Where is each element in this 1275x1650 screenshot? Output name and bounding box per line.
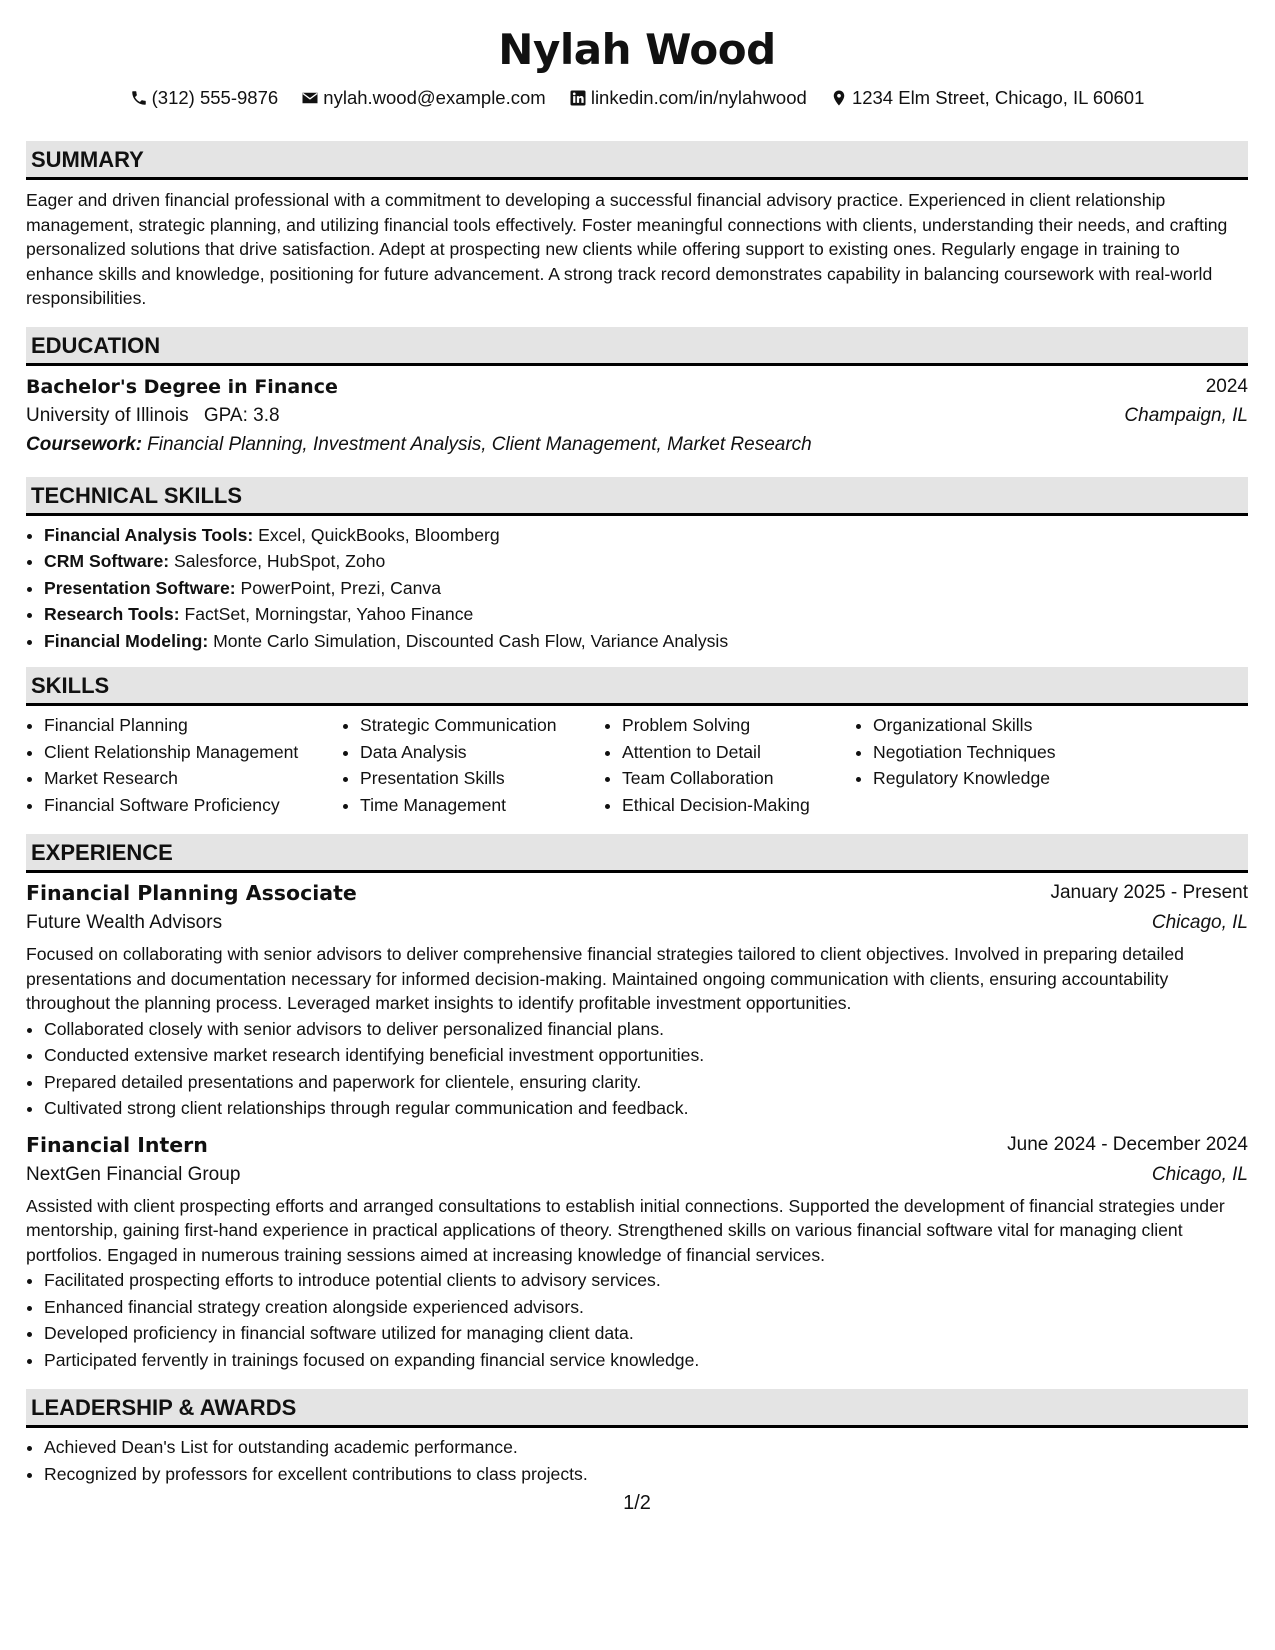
list-item: • Financial Analysis Tools: Excel, QuickBooks, Bloomberg: [44, 522, 1248, 549]
list-item: • Cultivated strong client relationships through regular communication and feedback.: [44, 1095, 1248, 1122]
leadership-list: [26, 1434, 1248, 1487]
technical-skills-section: [26, 477, 1248, 655]
envelope-icon: [301, 89, 319, 107]
section-heading: TECHNICAL SKILLS: [26, 477, 1248, 516]
list-item: • Organizational Skills: [873, 712, 1133, 739]
list-item: • Time Management: [360, 792, 604, 819]
list-item: • Market Research: [44, 765, 342, 792]
linkedin-icon: [569, 89, 587, 107]
list-item: • Regulatory Knowledge: [873, 765, 1133, 792]
school-location: Champaign, IL: [1124, 404, 1248, 426]
list-item: • Participated fervently in trainings focused on expanding financial service knowledge.: [44, 1347, 1248, 1374]
job-entry: [26, 1132, 1248, 1374]
list-item: • Presentation Software: PowerPoint, Prezi, Canva: [44, 575, 1248, 602]
section-heading: SKILLS: [26, 667, 1248, 706]
skills-column: [26, 712, 342, 818]
section-heading: EDUCATION: [26, 327, 1248, 366]
coursework-label: Coursework:: [26, 433, 143, 455]
map-pin-icon: [830, 89, 848, 107]
coursework-row: [26, 432, 1248, 458]
phone-icon: [130, 89, 148, 107]
contact-linkedin[interactable]: [569, 86, 807, 110]
list-item: • Client Relationship Management: [44, 739, 342, 766]
company-name: NextGen Financial Group: [26, 1163, 241, 1185]
job-dates: January 2025 - Present: [1050, 882, 1248, 903]
list-item: • Negotiation Techniques: [873, 739, 1133, 766]
page-number: 1/2: [623, 1492, 651, 1514]
list-item: • Financial Software Proficiency: [44, 792, 342, 819]
section-heading: SUMMARY: [26, 141, 1248, 180]
experience-section: [26, 834, 1248, 1373]
job-title: Financial Intern: [26, 1132, 208, 1157]
contact-phone: [130, 86, 279, 110]
section-heading: LEADERSHIP & AWARDS: [26, 1389, 1248, 1428]
skills-column: [342, 712, 604, 818]
job-header: [26, 1132, 1248, 1158]
skills-grid: [26, 712, 1248, 818]
list-item: • Financial Planning: [44, 712, 342, 739]
coursework-list: Financial Planning, Investment Analysis, Client Management, Market Research: [147, 433, 812, 455]
candidate-name: Nylah Wood: [498, 25, 776, 74]
list-item: • Enhanced financial strategy creation alongside experienced advisors.: [44, 1294, 1248, 1321]
education-section: [26, 327, 1248, 458]
list-item: • Attention to Detail: [622, 739, 855, 766]
phone-text: (312) 555-9876: [151, 87, 279, 108]
gpa: GPA: 3.8: [203, 404, 280, 426]
school-row: [26, 403, 1248, 429]
list-item: • Developed proficiency in financial software utilized for managing client data.: [44, 1320, 1248, 1347]
contact-line: [26, 86, 1248, 113]
technical-skills-list: [26, 522, 1248, 655]
job-bullets: [26, 1016, 1248, 1122]
list-item: • Conducted extensive market research identifying beneficial investment opportunities.: [44, 1042, 1248, 1069]
job-company-row: [26, 1162, 1248, 1188]
list-item: • Achieved Dean's List for outstanding academic performance.: [44, 1434, 1248, 1461]
job-company-row: [26, 910, 1248, 936]
job-location: Chicago, IL: [1151, 1163, 1248, 1185]
list-item: • Problem Solving: [622, 712, 855, 739]
job-header: [26, 880, 1248, 906]
list-item: • Research Tools: FactSet, Morningstar, Yahoo Finance: [44, 601, 1248, 628]
job-title: Financial Planning Associate: [26, 881, 357, 905]
skills-column: [604, 712, 855, 818]
job-summary: Focused on collaborating with senior advisors to deliver comprehensive financial strategies tailored to client objectives. Involved in preparing detailed presentations and documentation necessary for informed decision-making. Maintained ongoing communication with clients, ensuring accountability throughout the planning process. Leveraged market insights to identify profitable investment opportunities.: [26, 944, 1184, 1013]
education-row: [26, 374, 1248, 400]
linkedin-text: linkedin.com/in/nylahwood: [590, 87, 807, 108]
list-item: • Collaborated closely with senior advisors to deliver personalized financial plans.: [44, 1016, 1248, 1043]
job-location: Chicago, IL: [1151, 912, 1248, 933]
email-text: nylah.wood@example.com: [323, 87, 546, 108]
summary-section: [26, 141, 1248, 311]
job-entry: [26, 880, 1248, 1122]
list-item: • Recognized by professors for excellent contributions to class projects.: [44, 1461, 1248, 1488]
address-text: 1234 Elm Street, Chicago, IL 60601: [851, 87, 1145, 108]
skills-column: [855, 712, 1133, 818]
summary-text: Eager and driven financial professional with a commitment to developing a successful financial advisory practice. Experienced in client relationship management, strategic planning, and utilizing financial tools effectively. Foster meaningful connections with clients, understanding their needs, and crafting personalized solutions that drive satisfaction. Adept at prospecting new clients while offering support to existing ones. Regularly engage in training to enhance skills and knowledge, positioning for future advancement. A strong track record demonstrates capability in balancing coursework with real-world responsibilities.: [26, 190, 1228, 308]
list-item: • CRM Software: Salesforce, HubSpot, Zoho: [44, 548, 1248, 575]
list-item: • Prepared detailed presentations and paperwork for clientele, ensuring clarity.: [44, 1069, 1248, 1096]
contact-address: [830, 86, 1144, 110]
list-item: • Presentation Skills: [360, 765, 604, 792]
graduation-year: 2024: [1205, 375, 1248, 397]
list-item: • Team Collaboration: [622, 765, 855, 792]
job-summary: Assisted with client prospecting efforts and arranged consultations to establish initial connections. Supported the development of financial strategies under mentorship, gaining first-hand experience in practical applications of theory. Strengthened skills on various financial software vital for managing client portfolios. Engaged in numerous training sessions aimed at increasing knowledge of financial services.: [26, 1195, 1225, 1265]
company-name: Future Wealth Advisors: [26, 912, 223, 933]
skills-section: [26, 667, 1248, 818]
degree: Bachelor's Degree in Finance: [26, 375, 338, 398]
contact-email[interactable]: [301, 86, 545, 110]
list-item: • Facilitated prospecting efforts to introduce potential clients to advisory services.: [44, 1267, 1248, 1294]
list-item: • Strategic Communication: [360, 712, 604, 739]
leadership-section: [26, 1389, 1248, 1487]
resume-page: [26, 0, 1248, 1650]
section-heading: EXPERIENCE: [26, 834, 1248, 873]
list-item: • Financial Modeling: Monte Carlo Simulation, Discounted Cash Flow, Variance Analysis: [44, 628, 1248, 655]
list-item: • Ethical Decision-Making: [622, 792, 855, 819]
job-dates: June 2024 - December 2024: [1007, 1133, 1248, 1155]
list-item: • Data Analysis: [360, 739, 604, 766]
job-bullets: [26, 1267, 1248, 1373]
school-name: University of Illinois: [26, 404, 189, 426]
